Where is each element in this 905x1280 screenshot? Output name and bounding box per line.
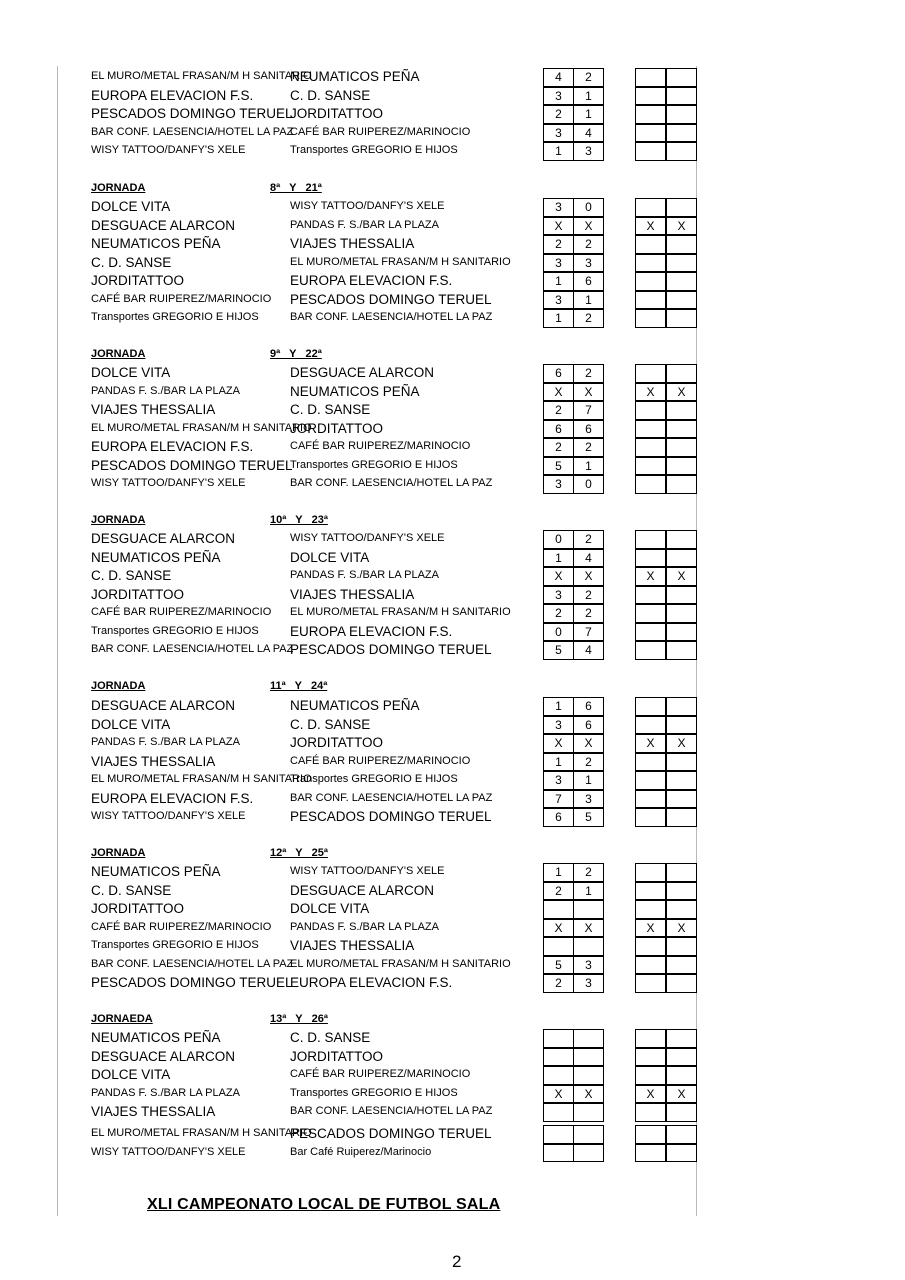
away-team: WISY TATTOO/DANFY'S XELE [290, 865, 445, 877]
result-cell-2 [666, 1048, 697, 1067]
score-cell-1: X [543, 919, 574, 938]
result-cell-2: X [666, 1085, 697, 1104]
score-cell-2: 6 [573, 272, 604, 291]
away-team: EL MURO/METAL FRASAN/M H SANITARIO [290, 255, 511, 268]
home-team: DESGUACE ALARCON [91, 531, 236, 546]
away-team: EL MURO/METAL FRASAN/M H SANITARIO [290, 606, 511, 618]
home-team: DESGUACE ALARCON [91, 698, 236, 713]
result-cell-2 [666, 863, 697, 882]
home-team: PESCADOS DOMINGO TERUEL [91, 106, 293, 121]
score-cell-2: 7 [573, 623, 604, 642]
score-cell-1 [543, 1125, 574, 1144]
score-cell-1: X [543, 567, 574, 586]
score-cell-1: X [543, 217, 574, 236]
score-cell-1: 0 [543, 623, 574, 642]
score-cell-2: 1 [573, 882, 604, 901]
away-team: Transportes GREGORIO E HIJOS [290, 144, 458, 156]
result-cell-2 [666, 124, 697, 143]
result-cell-1: X [635, 1085, 666, 1104]
score-cell-1: 3 [543, 198, 574, 217]
home-team: CAFÉ BAR RUIPEREZ/MARINOCIO [91, 920, 272, 933]
home-team: BAR CONF. LAESENCIA/HOTEL LA PAZ [91, 957, 294, 970]
home-team: PESCADOS DOMINGO TERUEL [91, 975, 293, 990]
score-cell-2: 1 [573, 291, 604, 310]
score-cell-1: 1 [543, 549, 574, 568]
away-team: Transportes GREGORIO E HIJOS [290, 1086, 458, 1099]
result-cell-2 [666, 272, 697, 291]
score-cell-2 [573, 1103, 604, 1122]
away-team: NEUMATICOS PEÑA [290, 69, 420, 84]
score-cell-1: 0 [543, 530, 574, 549]
jornada-heading: JORNAEDA [91, 1013, 153, 1025]
home-team: JORDITATTOO [91, 901, 184, 916]
away-team: DOLCE VITA [290, 549, 370, 565]
home-team: BAR CONF. LAESENCIA/HOTEL LA PAZ [91, 125, 294, 138]
result-cell-2 [666, 235, 697, 254]
score-cell-2: 2 [573, 68, 604, 87]
jornada-heading: JORNADA [91, 680, 146, 692]
result-cell-2 [666, 1029, 697, 1048]
score-cell-2: 2 [573, 309, 604, 328]
score-cell-2: 3 [573, 254, 604, 273]
result-cell-1 [635, 438, 666, 457]
score-cell-1: 4 [543, 68, 574, 87]
result-cell-2 [666, 937, 697, 956]
score-cell-2: 2 [573, 364, 604, 383]
result-cell-1 [635, 623, 666, 642]
away-team: C. D. SANSE [290, 87, 371, 103]
jornada-rounds: 8ª Y 21ª [270, 182, 322, 194]
result-cell-1 [635, 198, 666, 217]
home-team: Transportes GREGORIO E HIJOS [91, 624, 259, 637]
score-cell-1 [543, 937, 574, 956]
score-cell-2 [573, 1144, 604, 1163]
score-cell-1: 3 [543, 475, 574, 494]
home-team: VIAJES THESSALIA [91, 402, 216, 417]
jornada-heading: JORNADA [91, 514, 146, 526]
score-cell-2: 5 [573, 808, 604, 827]
result-cell-1: X [635, 383, 666, 402]
away-team: BAR CONF. LAESENCIA/HOTEL LA PAZ [290, 791, 493, 804]
away-team: CAFÉ BAR RUIPEREZ/MARINOCIO [290, 754, 471, 767]
away-team: JORDITATTOO [290, 420, 383, 436]
result-cell-2 [666, 1144, 697, 1163]
away-team: C. D. SANSE [290, 716, 371, 732]
away-team: WISY TATTOO/DANFY'S XELE [290, 532, 445, 544]
score-cell-2: 2 [573, 753, 604, 772]
home-team: C. D. SANSE [91, 882, 172, 898]
result-cell-2 [666, 475, 697, 494]
score-cell-2: 4 [573, 549, 604, 568]
home-team: EL MURO/METAL FRASAN/M H SANITARIO [91, 70, 312, 82]
result-cell-2 [666, 254, 697, 273]
jornada-rounds: 10ª Y 23ª [270, 514, 328, 526]
jornada-rounds: 12ª Y 25ª [270, 847, 328, 859]
result-cell-2 [666, 105, 697, 124]
home-team: EL MURO/METAL FRASAN/M H SANITARIO [91, 421, 312, 434]
result-cell-2 [666, 753, 697, 772]
away-team: EL MURO/METAL FRASAN/M H SANITARIO [290, 957, 511, 970]
score-cell-1 [543, 1048, 574, 1067]
result-cell-2 [666, 900, 697, 919]
away-team: CAFÉ BAR RUIPEREZ/MARINOCIO [290, 125, 471, 138]
result-cell-1 [635, 87, 666, 106]
score-cell-1: 3 [543, 254, 574, 273]
score-cell-2: 2 [573, 530, 604, 549]
result-cell-2: X [666, 567, 697, 586]
result-cell-2 [666, 291, 697, 310]
jornada-rounds: 11ª Y 24ª [270, 680, 328, 692]
away-team: NEUMATICOS PEÑA [290, 383, 420, 399]
away-team: Transportes GREGORIO E HIJOS [290, 773, 458, 785]
home-team: PESCADOS DOMINGO TERUEL [91, 457, 293, 473]
home-team: JORDITATTOO [91, 273, 184, 288]
away-team: PANDAS F. S./BAR LA PLAZA [290, 218, 439, 231]
result-cell-2 [666, 87, 697, 106]
away-team: VIAJES THESSALIA [290, 236, 415, 251]
result-cell-2 [666, 882, 697, 901]
score-cell-1: 3 [543, 291, 574, 310]
result-cell-2 [666, 1125, 697, 1144]
result-cell-2 [666, 641, 697, 660]
result-cell-1 [635, 291, 666, 310]
home-team: DOLCE VITA [91, 1067, 171, 1082]
home-team: DESGUACE ALARCON [91, 217, 236, 233]
score-cell-1 [543, 1029, 574, 1048]
away-team: PESCADOS DOMINGO TERUEL [290, 642, 492, 657]
score-cell-1: 5 [543, 457, 574, 476]
home-team: WISY TATTOO/DANFY'S XELE [91, 144, 246, 156]
score-cell-1: 2 [543, 604, 574, 623]
home-team: NEUMATICOS PEÑA [91, 236, 221, 251]
score-cell-2: 4 [573, 124, 604, 143]
home-team: BAR CONF. LAESENCIA/HOTEL LA PAZ [91, 643, 294, 655]
result-cell-1 [635, 235, 666, 254]
home-team: EUROPA ELEVACION F.S. [91, 790, 254, 806]
home-team: CAFÉ BAR RUIPEREZ/MARINOCIO [91, 606, 272, 618]
result-cell-1 [635, 790, 666, 809]
result-cell-2 [666, 309, 697, 328]
home-team: WISY TATTOO/DANFY'S XELE [91, 477, 246, 489]
away-team: DESGUACE ALARCON [290, 365, 435, 380]
result-cell-2 [666, 142, 697, 161]
score-cell-2: 6 [573, 420, 604, 439]
home-team: DOLCE VITA [91, 365, 171, 380]
home-team: VIAJES THESSALIA [91, 753, 216, 769]
score-cell-1: 1 [543, 309, 574, 328]
result-cell-2 [666, 623, 697, 642]
result-cell-1 [635, 549, 666, 568]
result-cell-2 [666, 530, 697, 549]
score-cell-2: X [573, 217, 604, 236]
score-cell-2: 1 [573, 771, 604, 790]
score-cell-1 [543, 1066, 574, 1085]
jornada-rounds: 9ª Y 22ª [270, 348, 322, 360]
score-cell-1: 2 [543, 438, 574, 457]
result-cell-1 [635, 716, 666, 735]
result-cell-2 [666, 457, 697, 476]
result-cell-2 [666, 438, 697, 457]
result-cell-1 [635, 124, 666, 143]
score-cell-2: 6 [573, 697, 604, 716]
score-cell-2: X [573, 383, 604, 402]
result-cell-2: X [666, 734, 697, 753]
result-cell-1 [635, 68, 666, 87]
away-team: VIAJES THESSALIA [290, 586, 415, 602]
home-team: C. D. SANSE [91, 254, 172, 270]
away-team: Bar Café Ruiperez/Marinocio [290, 1145, 432, 1158]
result-cell-2 [666, 198, 697, 217]
away-team: EUROPA ELEVACION F.S. [290, 975, 453, 990]
score-cell-2: X [573, 919, 604, 938]
score-cell-1: 3 [543, 124, 574, 143]
jornada-heading: JORNADA [91, 348, 146, 360]
result-cell-1 [635, 272, 666, 291]
home-team: DOLCE VITA [91, 199, 171, 214]
result-cell-2 [666, 68, 697, 87]
score-cell-1: 5 [543, 641, 574, 660]
result-cell-2 [666, 604, 697, 623]
result-cell-1 [635, 604, 666, 623]
score-cell-2: 3 [573, 142, 604, 161]
result-cell-1 [635, 900, 666, 919]
score-cell-1: 1 [543, 753, 574, 772]
result-cell-2 [666, 974, 697, 993]
away-team: PESCADOS DOMINGO TERUEL [290, 1126, 492, 1141]
score-cell-2: 2 [573, 604, 604, 623]
result-cell-2 [666, 549, 697, 568]
score-cell-1: 2 [543, 974, 574, 993]
score-cell-1: 1 [543, 142, 574, 161]
score-cell-1: 1 [543, 272, 574, 291]
away-team: PANDAS F. S./BAR LA PLAZA [290, 569, 439, 581]
result-cell-1 [635, 974, 666, 993]
score-cell-2: 3 [573, 974, 604, 993]
score-cell-1: 6 [543, 364, 574, 383]
result-cell-1 [635, 254, 666, 273]
away-team: DOLCE VITA [290, 901, 370, 916]
score-cell-2: 0 [573, 198, 604, 217]
home-team: PANDAS F. S./BAR LA PLAZA [91, 736, 240, 748]
away-team: PESCADOS DOMINGO TERUEL [290, 809, 492, 824]
result-cell-1 [635, 105, 666, 124]
result-cell-1 [635, 1029, 666, 1048]
away-team: C. D. SANSE [290, 1030, 371, 1045]
result-cell-2 [666, 697, 697, 716]
result-cell-1 [635, 475, 666, 494]
score-cell-1: 3 [543, 87, 574, 106]
away-team: EUROPA ELEVACION F.S. [290, 273, 453, 288]
result-cell-1 [635, 863, 666, 882]
score-cell-2: 0 [573, 475, 604, 494]
result-cell-2 [666, 956, 697, 975]
result-cell-2 [666, 364, 697, 383]
home-team: VIAJES THESSALIA [91, 1104, 216, 1119]
score-cell-2: 1 [573, 457, 604, 476]
home-team: WISY TATTOO/DANFY'S XELE [91, 810, 246, 822]
score-cell-1: 7 [543, 790, 574, 809]
result-cell-2 [666, 716, 697, 735]
away-team: CAFÉ BAR RUIPEREZ/MARINOCIO [290, 1068, 471, 1080]
home-team: Transportes GREGORIO E HIJOS [91, 311, 259, 323]
away-team: PESCADOS DOMINGO TERUEL [290, 291, 492, 307]
result-cell-1 [635, 364, 666, 383]
page-number: 2 [452, 1252, 462, 1271]
away-team: Transportes GREGORIO E HIJOS [290, 458, 458, 471]
result-cell-2 [666, 790, 697, 809]
score-cell-1 [543, 1144, 574, 1163]
score-cell-2 [573, 900, 604, 919]
score-cell-1 [543, 1103, 574, 1122]
home-team: PANDAS F. S./BAR LA PLAZA [91, 384, 240, 397]
result-cell-2 [666, 808, 697, 827]
home-team: NEUMATICOS PEÑA [91, 549, 221, 565]
score-cell-2: 1 [573, 105, 604, 124]
result-cell-1 [635, 1103, 666, 1122]
score-cell-1: 3 [543, 716, 574, 735]
home-team: PANDAS F. S./BAR LA PLAZA [91, 1086, 240, 1099]
score-cell-1: 2 [543, 235, 574, 254]
score-cell-1: 1 [543, 863, 574, 882]
result-cell-1 [635, 457, 666, 476]
away-team: C. D. SANSE [290, 402, 371, 417]
away-team: JORDITATTOO [290, 735, 383, 750]
result-cell-2 [666, 420, 697, 439]
result-cell-1 [635, 420, 666, 439]
home-team: Transportes GREGORIO E HIJOS [91, 939, 259, 951]
home-team: EUROPA ELEVACION F.S. [91, 87, 254, 103]
left-margin-line [57, 66, 58, 1216]
result-cell-1: X [635, 734, 666, 753]
score-cell-2 [573, 1048, 604, 1067]
score-cell-1: 1 [543, 697, 574, 716]
home-team: EL MURO/METAL FRASAN/M H SANITARIO [91, 1127, 312, 1139]
jornada-heading: JORNADA [91, 847, 146, 859]
score-cell-2: 6 [573, 716, 604, 735]
away-team: BAR CONF. LAESENCIA/HOTEL LA PAZ [290, 477, 493, 489]
score-cell-1: X [543, 734, 574, 753]
score-cell-2: 3 [573, 956, 604, 975]
score-cell-1: 3 [543, 586, 574, 605]
score-cell-2 [573, 1125, 604, 1144]
away-team: EUROPA ELEVACION F.S. [290, 623, 453, 639]
result-cell-2 [666, 1103, 697, 1122]
home-team: DOLCE VITA [91, 716, 171, 732]
score-cell-2: 2 [573, 438, 604, 457]
score-cell-1 [543, 900, 574, 919]
score-cell-1: 3 [543, 771, 574, 790]
result-cell-1 [635, 1125, 666, 1144]
away-team: JORDITATTOO [290, 1048, 383, 1064]
home-team: NEUMATICOS PEÑA [91, 864, 221, 879]
result-cell-1: X [635, 217, 666, 236]
away-team: VIAJES THESSALIA [290, 938, 415, 953]
result-cell-1 [635, 641, 666, 660]
score-cell-1: X [543, 383, 574, 402]
result-cell-1 [635, 401, 666, 420]
score-cell-2: 3 [573, 790, 604, 809]
score-cell-1: 2 [543, 401, 574, 420]
result-cell-1: X [635, 919, 666, 938]
score-cell-2 [573, 1029, 604, 1048]
away-team: NEUMATICOS PEÑA [290, 698, 420, 713]
score-cell-1: 2 [543, 105, 574, 124]
result-cell-2 [666, 401, 697, 420]
away-team: PANDAS F. S./BAR LA PLAZA [290, 920, 439, 933]
result-cell-1 [635, 530, 666, 549]
result-cell-1 [635, 1144, 666, 1163]
score-cell-1: X [543, 1085, 574, 1104]
result-cell-2: X [666, 919, 697, 938]
score-cell-2 [573, 1066, 604, 1085]
score-cell-2: 1 [573, 87, 604, 106]
result-cell-1 [635, 142, 666, 161]
score-cell-2 [573, 937, 604, 956]
result-cell-1: X [635, 567, 666, 586]
score-cell-1: 2 [543, 882, 574, 901]
result-cell-1 [635, 753, 666, 772]
result-cell-1 [635, 808, 666, 827]
result-cell-1 [635, 309, 666, 328]
home-team: DESGUACE ALARCON [91, 1048, 236, 1064]
result-cell-2 [666, 1066, 697, 1085]
home-team: WISY TATTOO/DANFY'S XELE [91, 1145, 246, 1158]
away-team: DESGUACE ALARCON [290, 882, 435, 898]
score-cell-2: 2 [573, 235, 604, 254]
result-cell-1 [635, 937, 666, 956]
away-team: WISY TATTOO/DANFY'S XELE [290, 200, 445, 212]
result-cell-1 [635, 956, 666, 975]
score-cell-2: 7 [573, 401, 604, 420]
result-cell-1 [635, 586, 666, 605]
result-cell-1 [635, 771, 666, 790]
home-team: NEUMATICOS PEÑA [91, 1030, 221, 1045]
score-cell-2: 4 [573, 641, 604, 660]
home-team: EUROPA ELEVACION F.S. [91, 439, 254, 454]
score-cell-1: 6 [543, 808, 574, 827]
result-cell-2 [666, 586, 697, 605]
home-team: C. D. SANSE [91, 568, 172, 583]
away-team: CAFÉ BAR RUIPEREZ/MARINOCIO [290, 440, 471, 452]
score-cell-1: 6 [543, 420, 574, 439]
result-cell-2: X [666, 217, 697, 236]
result-cell-2: X [666, 383, 697, 402]
score-cell-2: X [573, 734, 604, 753]
home-team: JORDITATTOO [91, 586, 184, 602]
score-cell-2: X [573, 567, 604, 586]
result-cell-1 [635, 697, 666, 716]
score-cell-2: 2 [573, 586, 604, 605]
result-cell-1 [635, 882, 666, 901]
away-team: JORDITATTOO [290, 106, 383, 121]
result-cell-2 [666, 771, 697, 790]
result-cell-1 [635, 1048, 666, 1067]
jornada-heading: JORNADA [91, 182, 146, 194]
away-team: BAR CONF. LAESENCIA/HOTEL LA PAZ [290, 311, 493, 323]
home-team: EL MURO/METAL FRASAN/M H SANITARIO [91, 773, 312, 785]
score-cell-2: X [573, 1085, 604, 1104]
home-team: CAFÉ BAR RUIPEREZ/MARINOCIO [91, 292, 272, 305]
score-cell-1: 5 [543, 956, 574, 975]
championship-title: XLI CAMPEONATO LOCAL DE FUTBOL SALA [147, 1196, 501, 1213]
jornada-rounds: 13ª Y 26ª [270, 1013, 328, 1025]
result-cell-1 [635, 1066, 666, 1085]
away-team: BAR CONF. LAESENCIA/HOTEL LA PAZ [290, 1105, 493, 1117]
score-cell-2: 2 [573, 863, 604, 882]
